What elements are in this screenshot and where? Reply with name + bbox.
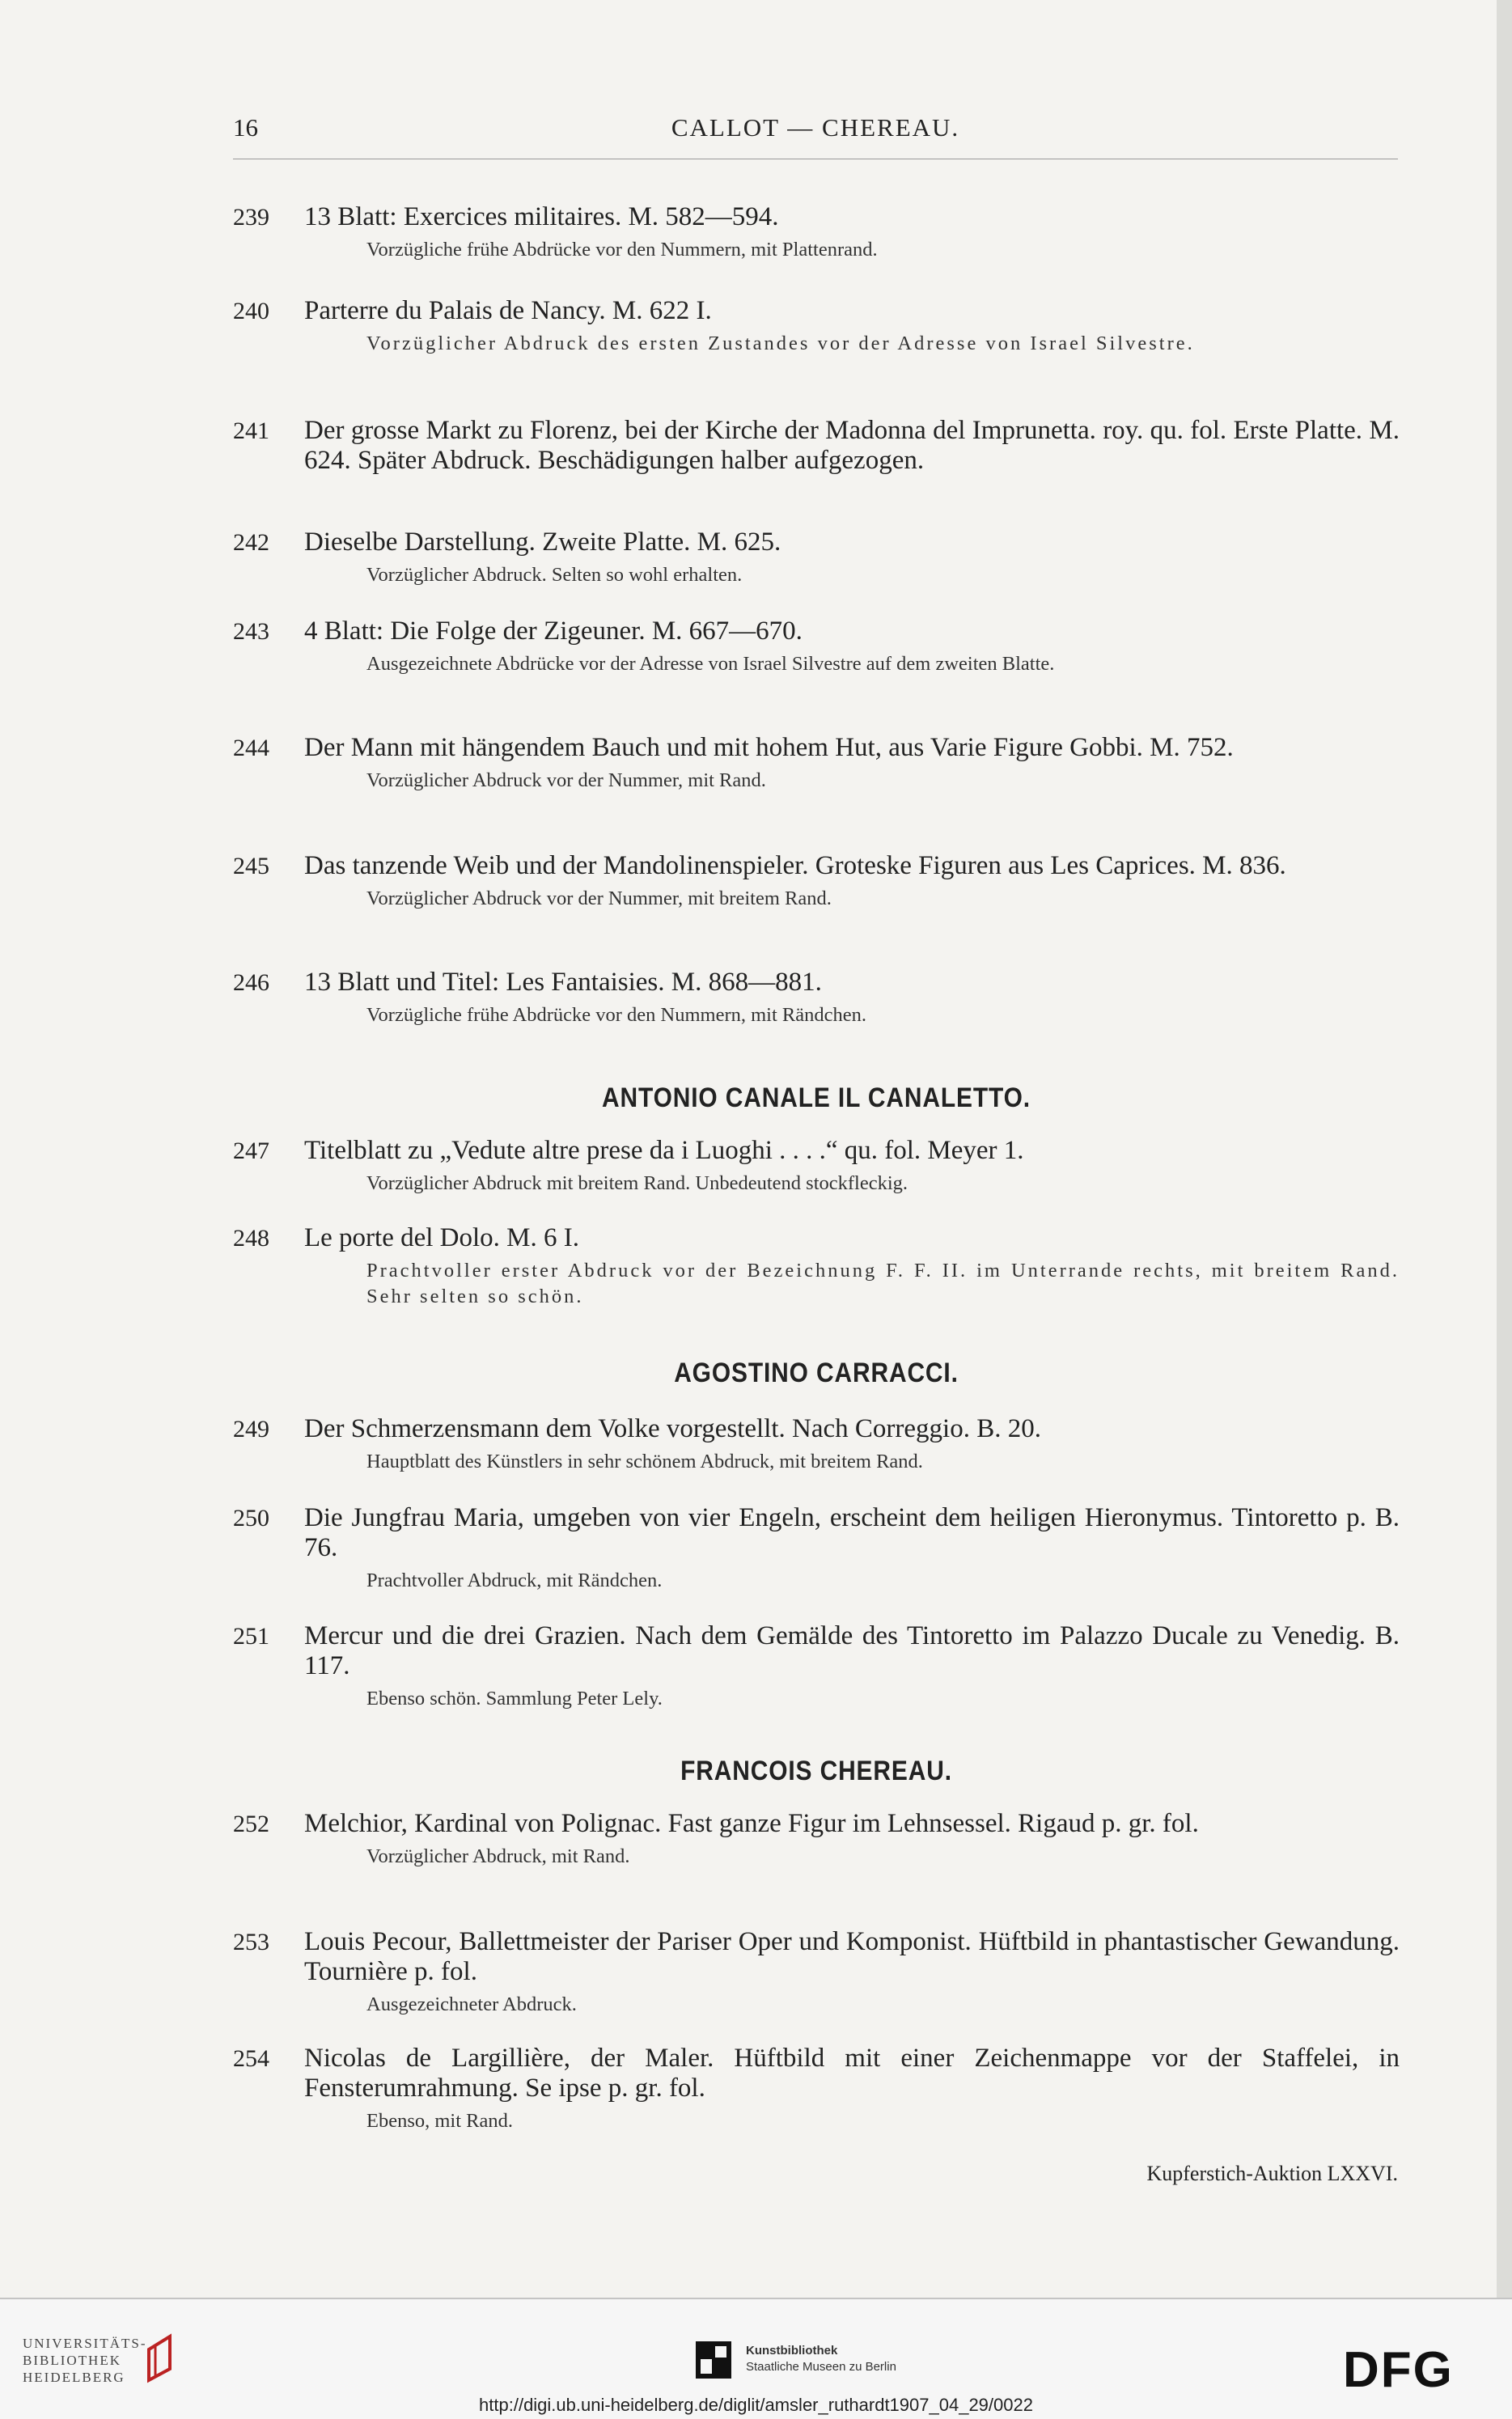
page-edge-shadow xyxy=(1497,0,1512,2298)
entry-title: Dieselbe Darstellung. Zweite Platte. M. 625. xyxy=(304,527,781,557)
digitization-footer xyxy=(0,2298,1512,2419)
page-header xyxy=(233,113,1398,149)
entry-title: Titelblatt zu „Vedute altre prese da i Luoghi . . . .“ qu. fol. Meyer 1. xyxy=(304,1136,1024,1165)
entry-note: Vorzügliche frühe Abdrücke vor den Nummern, mit Rändchen. xyxy=(366,1004,867,1026)
entry-number: 250 xyxy=(233,1505,269,1531)
entry-note: Prachtvoller Abdruck, mit Rändchen. xyxy=(366,1570,663,1591)
entry-number: 254 xyxy=(233,2045,269,2072)
kunstbibliothek-text xyxy=(746,2343,896,2375)
university-line: HEIDELBERG xyxy=(23,2370,125,2385)
entry-title: 13 Blatt: Exercices militaires. M. 582—594. xyxy=(304,202,779,231)
university-logo-icon xyxy=(138,2333,181,2385)
entry-title: Der grosse Markt zu Florenz, bei der Kirche der Madonna del Imprunetta. roy. qu. fol. Erste Platte. M. 624. Später Abdruck. Beschädigungen halber aufgezogen. xyxy=(304,416,1400,475)
kb-title: Kunstbibliothek xyxy=(746,2344,838,2358)
footer-signature: Kupferstich-Auktion LXXVI. xyxy=(1146,2162,1398,2185)
university-library-text xyxy=(23,2335,147,2386)
entry-number: 245 xyxy=(233,853,269,879)
entry-number: 242 xyxy=(233,529,269,556)
section-heading-carracci: AGOSTINO CARRACCI. xyxy=(674,1358,959,1388)
entry-note: Prachtvoller erster Abdruck vor der Bezeichnung F. F. II. im Unterrande rechts, mit breitem Rand. Sehr selten so schön. xyxy=(366,1260,1400,1307)
entry-note: Hauptblatt des Künstlers in sehr schönem Abdruck, mit breitem Rand. xyxy=(366,1451,923,1472)
entry-title: Nicolas de Largillière, der Maler. Hüftbild mit einer Zeichenmappe vor der Staffelei, in Fensterumrahmung. Se ipse p. gr. fol. xyxy=(304,2044,1400,2103)
entry-number: 251 xyxy=(233,1623,269,1650)
entry-note: Vorzügliche frühe Abdrücke vor den Nummern, mit Plattenrand. xyxy=(366,239,878,261)
entry-number: 249 xyxy=(233,1416,269,1443)
university-line: UNIVERSITÄTS- xyxy=(23,2336,147,2351)
entry-title: Das tanzende Weib und der Mandolinenspieler. Groteske Figuren aus Les Caprices. M. 836. xyxy=(304,851,1286,880)
entry-note: Vorzüglicher Abdruck vor der Nummer, mit breitem Rand. xyxy=(366,888,832,909)
entry-title: Die Jungfrau Maria, umgeben von vier Engeln, erscheint dem heiligen Hieronymus. Tintoretto p. B. 76. xyxy=(304,1503,1400,1562)
entry-title: Melchior, Kardinal von Polignac. Fast ganze Figur im Lehnsessel. Rigaud p. gr. fol. xyxy=(304,1809,1199,1838)
section-heading-chereau: FRANCOIS CHEREAU. xyxy=(680,1756,952,1786)
entry-note: Vorzüglicher Abdruck. Selten so wohl erhalten. xyxy=(366,564,743,586)
entry-number: 248 xyxy=(233,1225,269,1252)
entry-note: Ebenso, mit Rand. xyxy=(366,2110,514,2132)
permalink-url[interactable]: http://digi.ub.uni-heidelberg.de/diglit/amsler_ruthardt1907_04_29/0022 xyxy=(479,2395,1033,2415)
entry-title: 13 Blatt und Titel: Les Fantaisies. M. 868—881. xyxy=(304,968,822,997)
entry-number: 247 xyxy=(233,1137,269,1164)
entry-title: Louis Pecour, Ballettmeister der Pariser Oper und Komponist. Hüftbild in phantastischer Gewandung. Tournière p. fol. xyxy=(304,1927,1400,1986)
entry-number: 240 xyxy=(233,298,269,324)
entry-number: 252 xyxy=(233,1811,269,1837)
entry-title: Der Mann mit hängendem Bauch und mit hohem Hut, aus Varie Figure Gobbi. M. 752. xyxy=(304,733,1234,762)
entry-title: Parterre du Palais de Nancy. M. 622 I. xyxy=(304,296,712,325)
entry-number: 246 xyxy=(233,969,269,996)
entry-number: 241 xyxy=(233,417,269,444)
entry-title: Le porte del Dolo. M. 6 I. xyxy=(304,1223,580,1252)
entry-number: 243 xyxy=(233,618,269,645)
kb-subtitle: Staatliche Museen zu Berlin xyxy=(746,2360,896,2374)
entry-note: Vorzüglicher Abdruck mit breitem Rand. Unbedeutend stockfleckig. xyxy=(366,1172,908,1194)
entry-note: Vorzüglicher Abdruck vor der Nummer, mit Rand. xyxy=(366,769,766,791)
dfg-logo: DFG xyxy=(1343,2342,1454,2398)
entry-title: Der Schmerzensmann dem Volke vorgestellt. Nach Correggio. B. 20. xyxy=(304,1414,1041,1443)
entry-note: Ebenso schön. Sammlung Peter Lely. xyxy=(366,1688,663,1709)
entry-number: 253 xyxy=(233,1929,269,1955)
kunstbibliothek-logo-icon xyxy=(696,2341,731,2379)
entry-number: 244 xyxy=(233,735,269,761)
university-line: BIBLIOTHEK xyxy=(23,2353,121,2368)
section-heading-canaletto: ANTONIO CANALE IL CANALETTO. xyxy=(602,1082,1031,1113)
page-number: 16 xyxy=(233,113,258,142)
entry-note: Ausgezeichneter Abdruck. xyxy=(366,1993,577,2015)
entry-note: Vorzüglicher Abdruck des ersten Zustandes vor der Adresse von Israel Silvestre. xyxy=(366,333,1195,354)
entry-note: Vorzüglicher Abdruck, mit Rand. xyxy=(366,1845,630,1867)
entry-note: Ausgezeichnete Abdrücke vor der Adresse von Israel Silvestre auf dem zweiten Blatte. xyxy=(366,653,1055,675)
entry-number: 239 xyxy=(233,204,269,231)
running-head: CALLOT — CHEREAU. xyxy=(671,113,960,142)
entry-title: Mercur und die drei Grazien. Nach dem Gemälde des Tintoretto im Palazzo Ducale zu Venedig. B. 117. xyxy=(304,1621,1400,1680)
entry-title: 4 Blatt: Die Folge der Zigeuner. M. 667—670. xyxy=(304,616,803,646)
